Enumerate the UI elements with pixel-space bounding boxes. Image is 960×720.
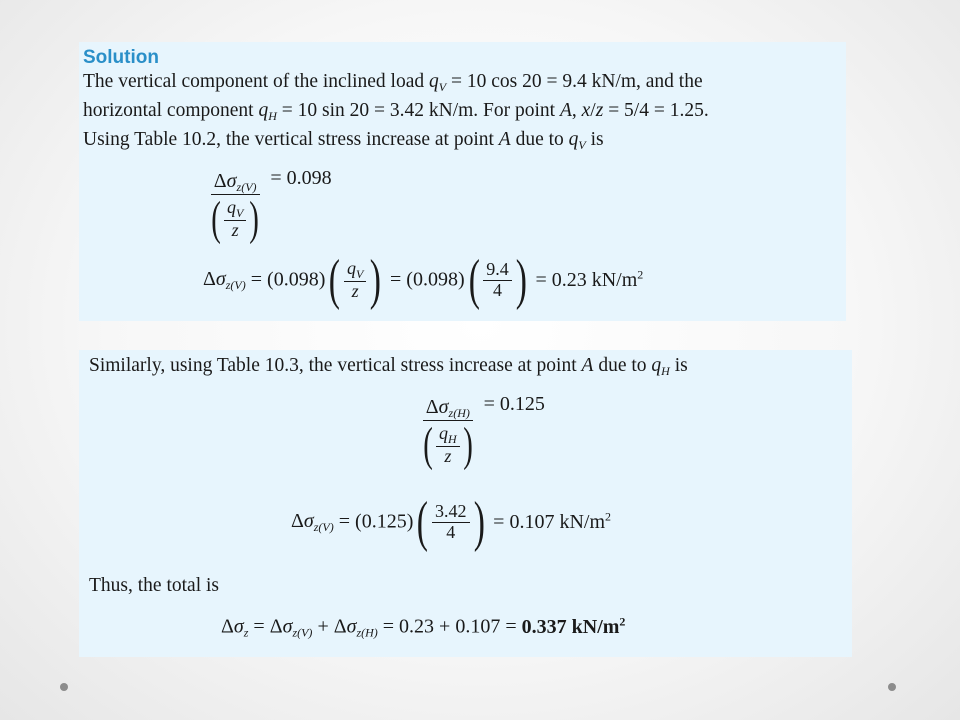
continuation-panel [79, 350, 852, 657]
continuation-intro: Similarly, using Table 10.3, the vertical stress increase at point A due to $q_H$ is [89, 355, 688, 378]
eq1-fraction: $\Delta\sigma_{z(V)}$ ( $\frac{q_V}{z}$ ) [211, 170, 260, 246]
total-label: Thus, the total is [89, 575, 219, 596]
equation-5: $\Delta\sigma_z = \Delta\sigma_{z(V)} + \Delta\sigma_{z(H)} = 0.23 + 0.107 = 0.337$ $kN/m^2$ [221, 614, 626, 640]
solution-heading: Solution [83, 47, 159, 68]
eq3-value: = 0.125 [483, 393, 545, 416]
solution-panel [79, 42, 846, 321]
eq5-sum: = 0.23 + 0.107 = [382, 615, 517, 638]
eq5-result: 0.337 $kN/m^2$ [521, 614, 626, 638]
equation-4: $\Delta\sigma_{z(V)} = (0.125)$( $\frac{3.42}{4}$ ) = 0.107 $kN/m^2$ [291, 491, 612, 553]
eq1-value: = 0.098 [270, 167, 332, 190]
eq3-fraction: $\Delta\sigma_{z(H)}$ ( $\frac{q_H}{z}$ ) [423, 396, 473, 472]
equation-2: $\Delta\sigma_{z(V)} = (0.098)$( $\frac{q_V}{z}$ ) = (0.098)( $\frac{9.4}{4}$ ) = 0.23 $kN/m^2$ [203, 249, 644, 311]
slide-nav-dot-left[interactable] [60, 683, 68, 691]
slide-nav-dot-right[interactable] [888, 683, 896, 691]
equation-3 [417, 393, 545, 472]
equation-1 [205, 167, 332, 246]
solution-line-1: The vertical component of the inclined load $q_V = 10$ cos 20 = 9.4 kN/m, and the [83, 71, 703, 94]
solution-line-2: horizontal component $q_H = 10$ sin 20 = 3.42 kN/m. For point A, x/z = 5/4 = 1.25. [83, 100, 709, 123]
solution-line-3: Using Table 10.2, the vertical stress increase at point A due to $q_V$ is [83, 129, 604, 152]
